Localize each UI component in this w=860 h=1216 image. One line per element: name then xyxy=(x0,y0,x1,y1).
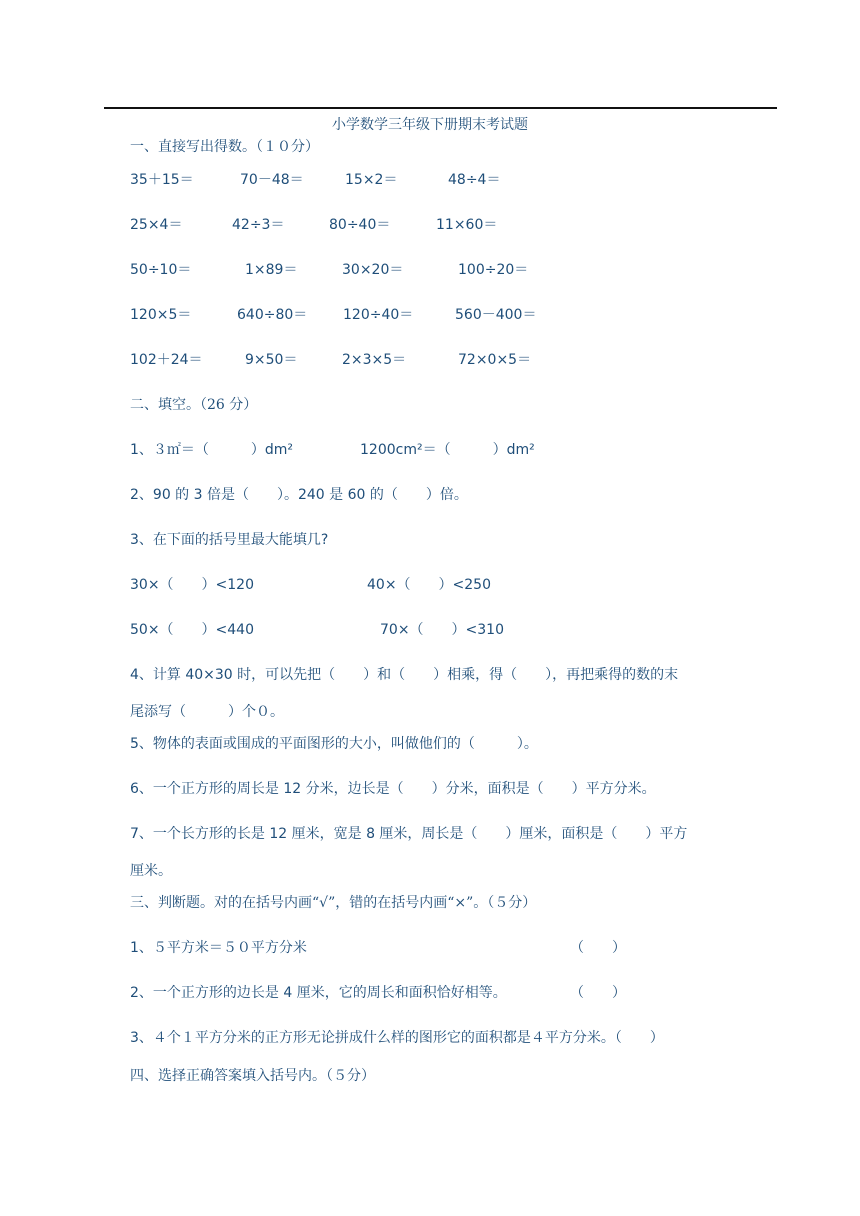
section4-heading: 四、选择正确答案填入括号内。（５分） xyxy=(130,1068,375,1084)
calc-item: 120×5＝ xyxy=(130,307,192,323)
fill-question: 40×（ ）<250 xyxy=(367,577,491,593)
fill-question: 4、计算 40×30 时，可以先把（ ）和（ ）相乘，得（ ），再把乘得的数的末 xyxy=(130,667,679,683)
fill-question: 50×（ ）<440 xyxy=(130,622,254,638)
judge-question: 2、一个正方形的边长是 4 厘米，它的周长和面积恰好相等。 xyxy=(130,985,507,1001)
calc-item: 9×50＝ xyxy=(245,352,298,368)
answer-bracket: （ ） xyxy=(570,940,626,956)
calc-item: 2×3×5＝ xyxy=(342,352,407,368)
calc-item: 560－400＝ xyxy=(455,307,537,323)
calc-item: 80÷40＝ xyxy=(329,217,391,233)
calc-item: 120÷40＝ xyxy=(343,307,414,323)
fill-question: 70×（ ）<310 xyxy=(380,622,504,638)
calc-item: 1×89＝ xyxy=(245,262,298,278)
section1-heading: 一、直接写出得数。（１０分） xyxy=(130,139,319,155)
page-title: 小学数学三年级下册期末考试题 xyxy=(332,117,528,133)
calc-item: 35＋15＝ xyxy=(130,172,194,188)
section2-heading: 二、填空。（26 分） xyxy=(130,397,258,413)
calc-item: 640÷80＝ xyxy=(237,307,308,323)
calc-item: 25×4＝ xyxy=(130,217,183,233)
calc-item: 100÷20＝ xyxy=(458,262,529,278)
answer-bracket: （ ） xyxy=(570,985,626,1001)
calc-item: 42÷3＝ xyxy=(232,217,285,233)
calc-item: 102＋24＝ xyxy=(130,352,203,368)
calc-item: 11×60＝ xyxy=(436,217,498,233)
fill-question: 30×（ ）<120 xyxy=(130,577,254,593)
fill-question: 7、一个长方形的长是 12 厘米，宽是 8 厘米，周长是（ ）厘米，面积是（ ）平方 xyxy=(130,826,688,842)
fill-question-continuation: 厘米。 xyxy=(130,863,172,879)
calc-item: 30×20＝ xyxy=(342,262,404,278)
fill-question-continuation: 尾添写（ ）个０。 xyxy=(130,704,284,720)
calc-item: 15×2＝ xyxy=(345,172,398,188)
calc-item: 48÷4＝ xyxy=(448,172,501,188)
fill-question: 5、物体的表面或围成的平面图形的大小，叫做他们的（ ）。 xyxy=(130,736,538,752)
fill-question: 2、90 的 3 倍是（ ）。240 是 60 的（ ）倍。 xyxy=(130,487,468,503)
section3-heading: 三、判断题。对的在括号内画“√”，错的在括号内画“×”。（５分） xyxy=(130,895,537,911)
fill-question: 3、在下面的括号里最大能填几? xyxy=(130,532,329,548)
calc-item: 70－48＝ xyxy=(240,172,304,188)
judge-question: 3、４个１平方分米的正方形无论拼成什么样的图形它的面积都是４平方分米。（ ） xyxy=(130,1030,664,1046)
judge-question: 1、５平方米＝５０平方分米 xyxy=(130,940,307,956)
fill-question: 1、３㎡＝（ ）dm² xyxy=(130,442,294,458)
fill-question: 1200cm²＝（ ）dm² xyxy=(360,442,535,458)
header-rule xyxy=(104,107,777,109)
calc-item: 72×0×5＝ xyxy=(458,352,532,368)
calc-item: 50÷10＝ xyxy=(130,262,192,278)
fill-question: 6、一个正方形的周长是 12 分米，边长是（ ）分米，面积是（ ）平方分米。 xyxy=(130,781,656,797)
